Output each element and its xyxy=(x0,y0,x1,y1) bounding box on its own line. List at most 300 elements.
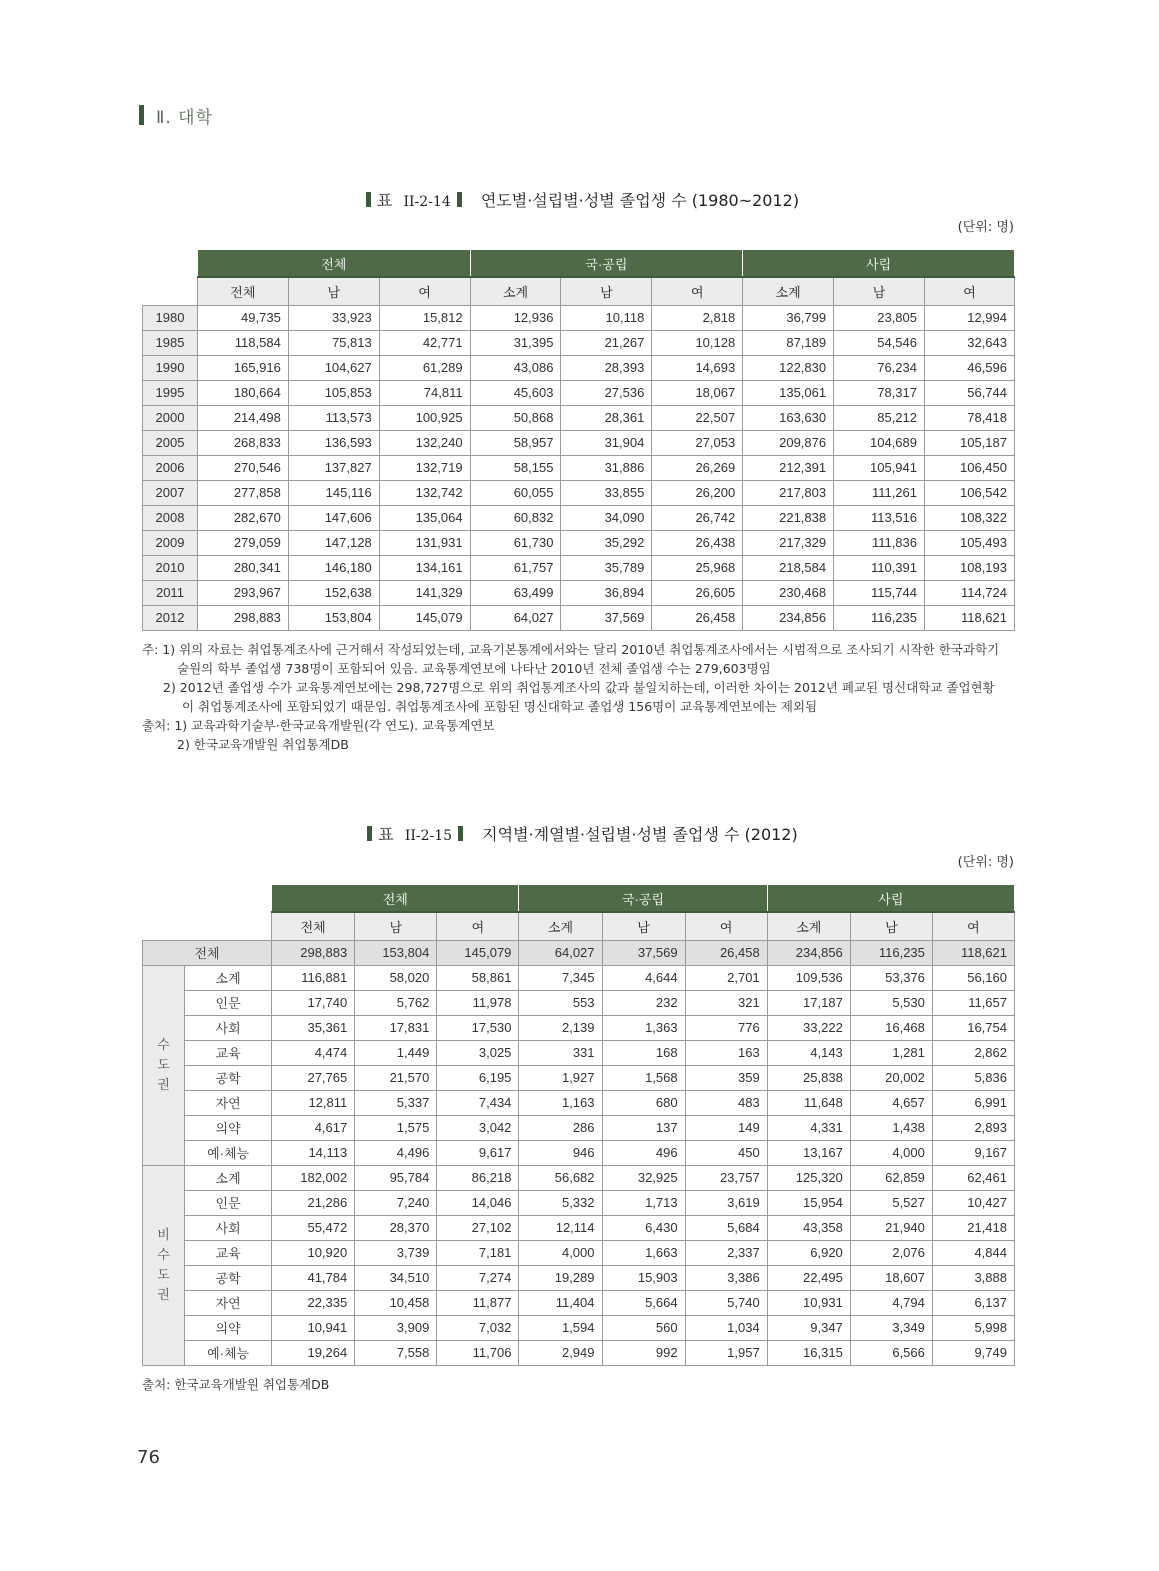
value-cell: 22,495 xyxy=(767,1265,850,1290)
value-cell: 5,527 xyxy=(850,1190,932,1215)
value-cell: 18,607 xyxy=(850,1265,932,1290)
value-cell: 7,032 xyxy=(437,1315,519,1340)
value-cell: 12,811 xyxy=(272,1090,355,1115)
value-cell: 4,000 xyxy=(519,1240,602,1265)
table1 xyxy=(142,250,1015,631)
value-cell: 104,689 xyxy=(834,430,925,455)
category-cell: 자연 xyxy=(185,1090,272,1115)
value-cell: 105,493 xyxy=(925,530,1015,555)
value-cell: 64,027 xyxy=(470,605,561,630)
value-cell: 132,719 xyxy=(379,455,470,480)
value-cell: 33,222 xyxy=(767,1015,850,1040)
value-cell: 15,812 xyxy=(379,305,470,330)
value-cell: 32,925 xyxy=(602,1165,685,1190)
value-cell: 1,663 xyxy=(602,1240,685,1265)
value-cell: 10,941 xyxy=(272,1315,355,1340)
year-cell: 2000 xyxy=(143,405,198,430)
value-cell: 152,638 xyxy=(288,580,379,605)
value-cell: 22,335 xyxy=(272,1290,355,1315)
value-cell: 147,128 xyxy=(288,530,379,555)
value-cell: 2,893 xyxy=(932,1115,1014,1140)
value-cell: 1,927 xyxy=(519,1065,602,1090)
value-cell: 87,189 xyxy=(743,330,834,355)
value-cell: 234,856 xyxy=(767,940,850,965)
value-cell: 496 xyxy=(602,1140,685,1165)
value-cell: 10,118 xyxy=(561,305,652,330)
value-cell: 5,998 xyxy=(932,1315,1014,1340)
value-cell: 16,754 xyxy=(932,1015,1014,1040)
chapter-header xyxy=(139,104,213,126)
value-cell: 26,269 xyxy=(652,455,743,480)
value-cell: 22,507 xyxy=(652,405,743,430)
value-cell: 25,838 xyxy=(767,1065,850,1090)
value-cell: 118,584 xyxy=(197,330,288,355)
value-cell: 46,596 xyxy=(925,355,1015,380)
table-row xyxy=(143,1040,1015,1065)
value-cell: 5,762 xyxy=(355,990,437,1015)
table-row xyxy=(143,480,1015,505)
value-cell: 14,046 xyxy=(437,1190,519,1215)
value-cell: 45,603 xyxy=(470,380,561,405)
region-char: 권 xyxy=(157,1287,170,1302)
chapter-marker xyxy=(139,105,144,125)
value-cell: 27,765 xyxy=(272,1065,355,1090)
value-cell: 33,855 xyxy=(561,480,652,505)
value-cell: 17,530 xyxy=(437,1015,519,1040)
value-cell: 137,827 xyxy=(288,455,379,480)
value-cell: 58,957 xyxy=(470,430,561,455)
value-cell: 15,903 xyxy=(602,1265,685,1290)
table-row xyxy=(143,1140,1015,1165)
category-cell: 예·체능 xyxy=(185,1340,272,1365)
table-row xyxy=(143,305,1015,330)
table-row xyxy=(143,1340,1015,1365)
value-cell: 217,329 xyxy=(743,530,834,555)
value-cell: 5,836 xyxy=(932,1065,1014,1090)
table-row xyxy=(143,1165,1015,1190)
value-cell: 4,844 xyxy=(932,1240,1014,1265)
value-cell: 6,920 xyxy=(767,1240,850,1265)
value-cell: 3,042 xyxy=(437,1115,519,1140)
value-cell: 110,391 xyxy=(834,555,925,580)
value-cell: 168 xyxy=(602,1040,685,1065)
value-cell: 9,167 xyxy=(932,1140,1014,1165)
value-cell: 11,877 xyxy=(437,1290,519,1315)
value-cell: 7,434 xyxy=(437,1090,519,1115)
value-cell: 3,739 xyxy=(355,1240,437,1265)
value-cell: 137 xyxy=(602,1115,685,1140)
value-cell: 5,684 xyxy=(685,1215,767,1240)
group-header: 전체 xyxy=(197,250,470,277)
region-char: 비 xyxy=(157,1227,170,1242)
value-cell: 4,000 xyxy=(850,1140,932,1165)
value-cell: 9,347 xyxy=(767,1315,850,1340)
value-cell: 14,693 xyxy=(652,355,743,380)
year-cell: 2005 xyxy=(143,430,198,455)
value-cell: 36,894 xyxy=(561,580,652,605)
value-cell: 21,570 xyxy=(355,1065,437,1090)
value-cell: 85,212 xyxy=(834,405,925,430)
value-cell: 6,137 xyxy=(932,1290,1014,1315)
table-row xyxy=(143,505,1015,530)
value-cell: 221,838 xyxy=(743,505,834,530)
value-cell: 298,883 xyxy=(272,940,355,965)
value-cell: 7,240 xyxy=(355,1190,437,1215)
note-line: 이 취업통계조사에 포함되었기 때문임. 취업통계조사에 포함된 명신대학교 졸업생 156명이 교육통계연보에는 제외됨 xyxy=(182,699,818,714)
column-header: 소계 xyxy=(743,277,834,305)
table-row xyxy=(143,355,1015,380)
value-cell: 6,991 xyxy=(932,1090,1014,1115)
value-cell: 680 xyxy=(602,1090,685,1115)
table-row xyxy=(143,455,1015,480)
value-cell: 560 xyxy=(602,1315,685,1340)
value-cell: 293,967 xyxy=(197,580,288,605)
column-header: 소계 xyxy=(470,277,561,305)
column-header: 남 xyxy=(834,277,925,305)
value-cell: 17,831 xyxy=(355,1015,437,1040)
region-char: 수 xyxy=(157,1037,170,1052)
value-cell: 4,617 xyxy=(272,1115,355,1140)
value-cell: 450 xyxy=(685,1140,767,1165)
value-cell: 218,584 xyxy=(743,555,834,580)
value-cell: 7,558 xyxy=(355,1340,437,1365)
value-cell: 27,053 xyxy=(652,430,743,455)
value-cell: 15,954 xyxy=(767,1190,850,1215)
value-cell: 19,264 xyxy=(272,1340,355,1365)
value-cell: 2,337 xyxy=(685,1240,767,1265)
value-cell: 12,114 xyxy=(519,1215,602,1240)
column-header: 여 xyxy=(685,912,767,940)
value-cell: 21,267 xyxy=(561,330,652,355)
value-cell: 35,789 xyxy=(561,555,652,580)
value-cell: 11,648 xyxy=(767,1090,850,1115)
column-header: 남 xyxy=(355,912,437,940)
value-cell: 118,621 xyxy=(932,940,1014,965)
value-cell: 146,180 xyxy=(288,555,379,580)
year-cell: 2012 xyxy=(143,605,198,630)
table-row xyxy=(143,380,1015,405)
value-cell: 60,832 xyxy=(470,505,561,530)
value-cell: 1,449 xyxy=(355,1040,437,1065)
value-cell: 61,289 xyxy=(379,355,470,380)
value-cell: 41,784 xyxy=(272,1265,355,1290)
table-row xyxy=(143,605,1015,630)
value-cell: 1,568 xyxy=(602,1065,685,1090)
region-cell xyxy=(143,1165,185,1365)
value-cell: 5,664 xyxy=(602,1290,685,1315)
year-cell: 2009 xyxy=(143,530,198,555)
value-cell: 100,925 xyxy=(379,405,470,430)
value-cell: 27,536 xyxy=(561,380,652,405)
column-header: 전체 xyxy=(272,912,355,940)
value-cell: 11,706 xyxy=(437,1340,519,1365)
value-cell: 2,701 xyxy=(685,965,767,990)
column-header: 소계 xyxy=(519,912,602,940)
category-cell: 의약 xyxy=(185,1115,272,1140)
value-cell: 32,643 xyxy=(925,330,1015,355)
value-cell: 116,881 xyxy=(272,965,355,990)
region-char: 도 xyxy=(157,1267,170,1282)
column-header: 남 xyxy=(850,912,932,940)
year-cell: 1985 xyxy=(143,330,198,355)
value-cell: 1,034 xyxy=(685,1315,767,1340)
value-cell: 3,909 xyxy=(355,1315,437,1340)
value-cell: 234,856 xyxy=(743,605,834,630)
value-cell: 163,630 xyxy=(743,405,834,430)
value-cell: 114,724 xyxy=(925,580,1015,605)
value-cell: 106,542 xyxy=(925,480,1015,505)
value-cell: 78,418 xyxy=(925,405,1015,430)
value-cell: 163 xyxy=(685,1040,767,1065)
value-cell: 58,861 xyxy=(437,965,519,990)
category-cell: 인문 xyxy=(185,1190,272,1215)
value-cell: 23,757 xyxy=(685,1165,767,1190)
value-cell: 6,566 xyxy=(850,1340,932,1365)
value-cell: 53,376 xyxy=(850,965,932,990)
value-cell: 217,803 xyxy=(743,480,834,505)
value-cell: 280,341 xyxy=(197,555,288,580)
value-cell: 483 xyxy=(685,1090,767,1115)
table-row xyxy=(143,1090,1015,1115)
value-cell: 26,458 xyxy=(685,940,767,965)
table-row xyxy=(143,1065,1015,1090)
value-cell: 55,472 xyxy=(272,1215,355,1240)
value-cell: 3,619 xyxy=(685,1190,767,1215)
value-cell: 113,573 xyxy=(288,405,379,430)
value-cell: 3,386 xyxy=(685,1265,767,1290)
group-header: 사립 xyxy=(743,250,1015,277)
category-cell: 교육 xyxy=(185,1040,272,1065)
value-cell: 111,261 xyxy=(834,480,925,505)
year-cell: 2008 xyxy=(143,505,198,530)
value-cell: 50,868 xyxy=(470,405,561,430)
value-cell: 116,235 xyxy=(834,605,925,630)
value-cell: 58,155 xyxy=(470,455,561,480)
value-cell: 277,858 xyxy=(197,480,288,505)
value-cell: 27,102 xyxy=(437,1215,519,1240)
table-row xyxy=(143,530,1015,555)
value-cell: 135,064 xyxy=(379,505,470,530)
value-cell: 26,605 xyxy=(652,580,743,605)
value-cell: 28,370 xyxy=(355,1215,437,1240)
value-cell: 270,546 xyxy=(197,455,288,480)
category-cell: 사회 xyxy=(185,1215,272,1240)
value-cell: 298,883 xyxy=(197,605,288,630)
value-cell: 23,805 xyxy=(834,305,925,330)
group-header: 사립 xyxy=(767,885,1014,912)
group-header: 국·공립 xyxy=(519,885,767,912)
value-cell: 4,794 xyxy=(850,1290,932,1315)
value-cell: 145,079 xyxy=(379,605,470,630)
value-cell: 95,784 xyxy=(355,1165,437,1190)
table-row xyxy=(143,405,1015,430)
value-cell: 331 xyxy=(519,1040,602,1065)
page-number: 76 xyxy=(137,1447,160,1468)
value-cell: 230,468 xyxy=(743,580,834,605)
value-cell: 1,957 xyxy=(685,1340,767,1365)
year-cell: 2010 xyxy=(143,555,198,580)
value-cell: 61,757 xyxy=(470,555,561,580)
table1-title: 표 II-2-14 연도별·설립별·성별 졸업생 수 (1980~2012) xyxy=(0,188,1159,211)
value-cell: 63,499 xyxy=(470,580,561,605)
category-cell: 인문 xyxy=(185,990,272,1015)
value-cell: 26,200 xyxy=(652,480,743,505)
value-cell: 25,968 xyxy=(652,555,743,580)
category-cell: 교육 xyxy=(185,1240,272,1265)
value-cell: 122,830 xyxy=(743,355,834,380)
value-cell: 49,735 xyxy=(197,305,288,330)
value-cell: 6,430 xyxy=(602,1215,685,1240)
category-cell: 예·체능 xyxy=(185,1140,272,1165)
column-header: 남 xyxy=(561,277,652,305)
value-cell: 946 xyxy=(519,1140,602,1165)
year-cell: 1990 xyxy=(143,355,198,380)
column-header: 여 xyxy=(437,912,519,940)
value-cell: 21,418 xyxy=(932,1215,1014,1240)
value-cell: 1,713 xyxy=(602,1190,685,1215)
value-cell: 992 xyxy=(602,1340,685,1365)
value-cell: 4,143 xyxy=(767,1040,850,1065)
value-cell: 21,286 xyxy=(272,1190,355,1215)
value-cell: 116,235 xyxy=(850,940,932,965)
value-cell: 2,949 xyxy=(519,1340,602,1365)
table-row xyxy=(143,555,1015,580)
column-header: 여 xyxy=(379,277,470,305)
value-cell: 43,086 xyxy=(470,355,561,380)
value-cell: 4,644 xyxy=(602,965,685,990)
column-header: 여 xyxy=(652,277,743,305)
value-cell: 86,218 xyxy=(437,1165,519,1190)
value-cell: 12,936 xyxy=(470,305,561,330)
value-cell: 135,061 xyxy=(743,380,834,405)
region-char: 도 xyxy=(157,1057,170,1072)
value-cell: 56,682 xyxy=(519,1165,602,1190)
value-cell: 5,332 xyxy=(519,1190,602,1215)
value-cell: 113,516 xyxy=(834,505,925,530)
year-cell: 2006 xyxy=(143,455,198,480)
value-cell: 31,904 xyxy=(561,430,652,455)
value-cell: 153,804 xyxy=(355,940,437,965)
region-char: 수 xyxy=(157,1247,170,1262)
category-cell: 사회 xyxy=(185,1015,272,1040)
value-cell: 2,076 xyxy=(850,1240,932,1265)
value-cell: 28,361 xyxy=(561,405,652,430)
value-cell: 1,163 xyxy=(519,1090,602,1115)
table2 xyxy=(142,885,1015,1366)
value-cell: 10,427 xyxy=(932,1190,1014,1215)
category-cell: 의약 xyxy=(185,1315,272,1340)
value-cell: 180,664 xyxy=(197,380,288,405)
value-cell: 106,450 xyxy=(925,455,1015,480)
total-row xyxy=(143,940,1015,965)
value-cell: 4,474 xyxy=(272,1040,355,1065)
value-cell: 54,546 xyxy=(834,330,925,355)
value-cell: 1,363 xyxy=(602,1015,685,1040)
value-cell: 18,067 xyxy=(652,380,743,405)
value-cell: 132,742 xyxy=(379,480,470,505)
value-cell: 76,234 xyxy=(834,355,925,380)
value-cell: 776 xyxy=(685,1015,767,1040)
chapter-title: Ⅱ. 대학 xyxy=(156,107,214,128)
table-row xyxy=(143,1215,1015,1240)
value-cell: 165,916 xyxy=(197,355,288,380)
value-cell: 5,530 xyxy=(850,990,932,1015)
value-cell: 34,090 xyxy=(561,505,652,530)
value-cell: 74,811 xyxy=(379,380,470,405)
value-cell: 145,116 xyxy=(288,480,379,505)
table-row xyxy=(143,1315,1015,1340)
value-cell: 7,345 xyxy=(519,965,602,990)
value-cell: 108,322 xyxy=(925,505,1015,530)
value-cell: 36,799 xyxy=(743,305,834,330)
value-cell: 115,744 xyxy=(834,580,925,605)
value-cell: 2,862 xyxy=(932,1040,1014,1065)
value-cell: 31,886 xyxy=(561,455,652,480)
value-cell: 108,193 xyxy=(925,555,1015,580)
value-cell: 43,358 xyxy=(767,1215,850,1240)
value-cell: 10,931 xyxy=(767,1290,850,1315)
note-line: 술원의 학부 졸업생 738명이 포함되어 있음. 교육통계연보에 나타난 2010년 전체 졸업생 수는 279,603명임 xyxy=(177,661,771,676)
value-cell: 13,167 xyxy=(767,1140,850,1165)
value-cell: 35,361 xyxy=(272,1015,355,1040)
value-cell: 149 xyxy=(685,1115,767,1140)
value-cell: 7,181 xyxy=(437,1240,519,1265)
value-cell: 26,458 xyxy=(652,605,743,630)
value-cell: 12,994 xyxy=(925,305,1015,330)
note-line: 2) 2012년 졸업생 수가 교육통계연보에는 298,727명으로 위의 취업통계조사의 값과 불일치하는데, 이러한 차이는 2012년 폐교된 명신대학교 졸업현황 xyxy=(163,680,995,695)
value-cell: 37,569 xyxy=(561,605,652,630)
table-row xyxy=(143,1240,1015,1265)
year-cell: 2011 xyxy=(143,580,198,605)
value-cell: 182,002 xyxy=(272,1165,355,1190)
value-cell: 9,617 xyxy=(437,1140,519,1165)
value-cell: 28,393 xyxy=(561,355,652,380)
table-row xyxy=(143,1115,1015,1140)
value-cell: 11,657 xyxy=(932,990,1014,1015)
value-cell: 104,627 xyxy=(288,355,379,380)
value-cell: 35,292 xyxy=(561,530,652,555)
table-row xyxy=(143,1290,1015,1315)
value-cell: 11,404 xyxy=(519,1290,602,1315)
value-cell: 17,740 xyxy=(272,990,355,1015)
value-cell: 3,888 xyxy=(932,1265,1014,1290)
value-cell: 4,496 xyxy=(355,1140,437,1165)
region-cell xyxy=(143,965,185,1165)
table-row xyxy=(143,430,1015,455)
value-cell: 14,113 xyxy=(272,1140,355,1165)
value-cell: 16,468 xyxy=(850,1015,932,1040)
value-cell: 37,569 xyxy=(602,940,685,965)
value-cell: 131,931 xyxy=(379,530,470,555)
value-cell: 214,498 xyxy=(197,405,288,430)
column-header: 여 xyxy=(925,277,1015,305)
table2-source: 출처: 한국교육개발원 취업통계DB xyxy=(142,1377,330,1392)
value-cell: 42,771 xyxy=(379,330,470,355)
value-cell: 359 xyxy=(685,1065,767,1090)
value-cell: 134,161 xyxy=(379,555,470,580)
value-cell: 282,670 xyxy=(197,505,288,530)
value-cell: 279,059 xyxy=(197,530,288,555)
total-label: 전체 xyxy=(143,940,272,965)
value-cell: 60,055 xyxy=(470,480,561,505)
value-cell: 10,458 xyxy=(355,1290,437,1315)
value-cell: 11,978 xyxy=(437,990,519,1015)
value-cell: 2,139 xyxy=(519,1015,602,1040)
note-line: 주: 1) 위의 자료는 취업통계조사에 근거해서 작성되었는데, 교육기본통계에서와는 달리 2010년 취업통계조사에서는 시범적으로 조사되기 시작한 한국과학기 xyxy=(142,642,1000,657)
table-row xyxy=(143,580,1015,605)
value-cell: 212,391 xyxy=(743,455,834,480)
value-cell: 75,813 xyxy=(288,330,379,355)
